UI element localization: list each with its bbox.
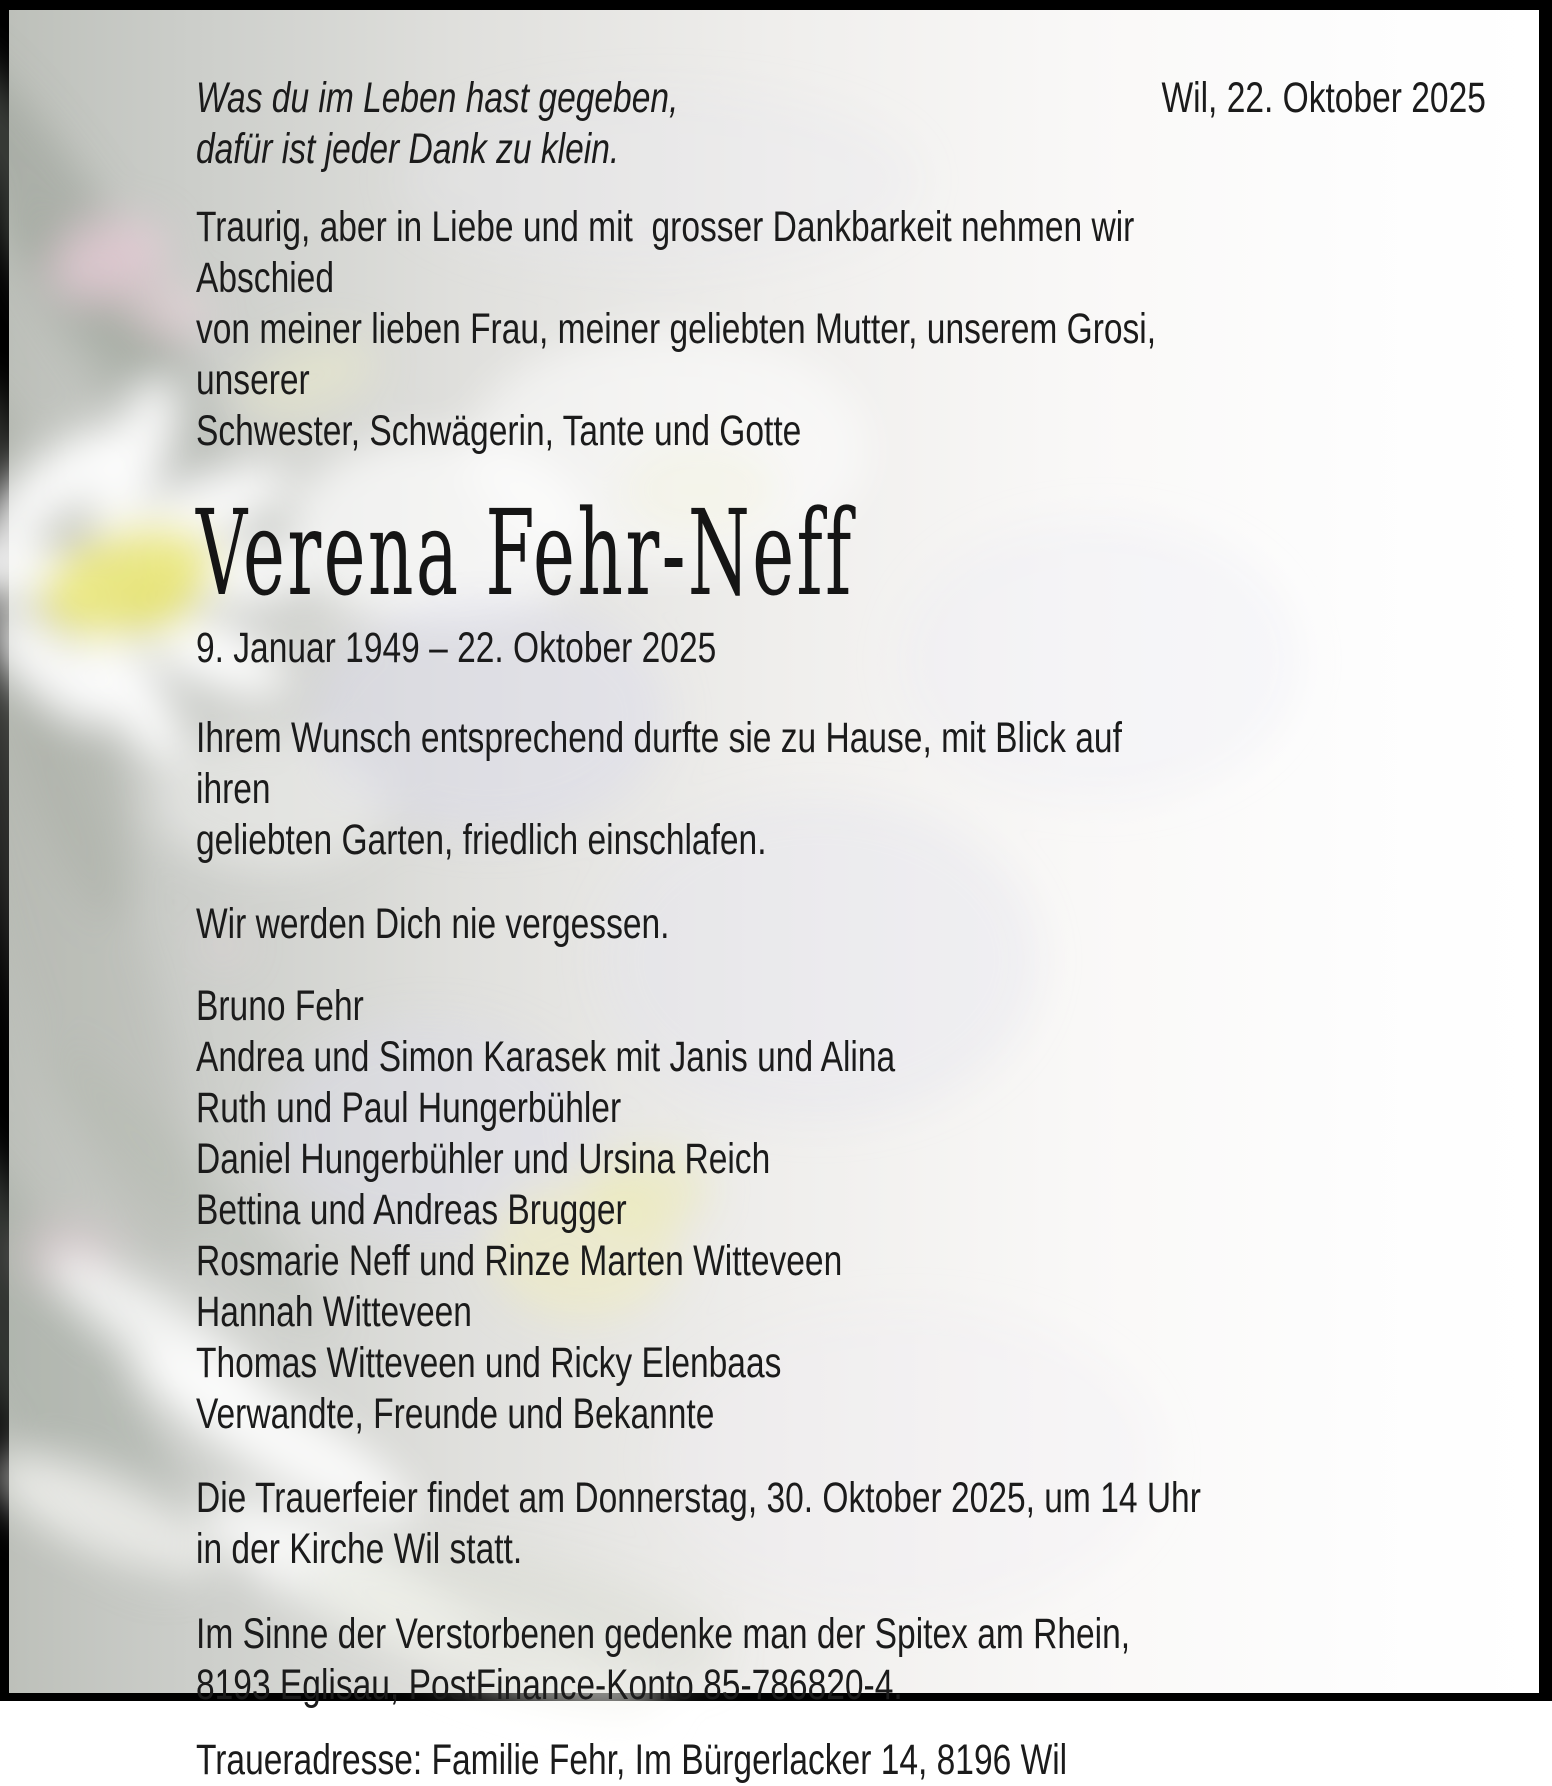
mourner-line: Hannah Witteveen (196, 1288, 472, 1336)
mourner-line: Daniel Hungerbühler und Ursina Reich (196, 1135, 771, 1183)
funeral-line-2: in der Kirche Wil statt. (196, 1525, 523, 1573)
mourning-address-wrap (196, 1735, 1486, 1786)
donation-line-1: Im Sinne der Verstorbenen gedenke man der Spitex am Rhein, (196, 1610, 1131, 1658)
donation-paragraph (196, 1609, 1486, 1711)
donation-line-2: 8193 Eglisau, PostFinance-Konto 85-786820-4. (196, 1661, 903, 1709)
passing-line-1: Ihrem Wunsch entsprechend durfte sie zu Hause, mit Blick auf ihren (196, 714, 1132, 813)
mourner-line: Verwandte, Freunde und Bekannte (196, 1390, 715, 1438)
mourner-line: Bruno Fehr (196, 982, 364, 1030)
mourner-line: Andrea und Simon Karasek mit Janis und Alina (196, 1033, 896, 1081)
life-dates (196, 623, 1486, 674)
quote-line-2: dafür ist jeder Dank zu klein. (196, 125, 620, 173)
place-date-line: Wil, 22. Oktober 2025 (1161, 74, 1486, 122)
intro-line-3: Schwester, Schwägerin, Tante und Gotte (196, 407, 802, 455)
funeral-info-paragraph (196, 1473, 1486, 1575)
mourner-line: Ruth und Paul Hungerbühler (196, 1084, 622, 1132)
intro-line-1: Traurig, aber in Liebe und mit grosser Dankbarkeit nehmen wir Abschied (196, 203, 1142, 302)
memorial-quote (196, 73, 814, 175)
intro-line-2: von meiner lieben Frau, meiner geliebten Mutter, unserem Grosi, unserer (196, 305, 1166, 404)
mourner-line: Rosmarie Neff und Rinze Marten Witteveen (196, 1237, 843, 1285)
deceased-name-heading: Verena Fehr-Neff (196, 484, 854, 622)
mourner-line: Thomas Witteveen und Ricky Elenbaas (196, 1339, 782, 1387)
remembrance-line: Wir werden Dich nie vergessen. (196, 900, 670, 948)
mourner-line: Bettina und Andreas Brugger (196, 1186, 627, 1234)
mourning-address-line: Traueradresse: Familie Fehr, Im Bürgerlacker 14, 8196 Wil (196, 1736, 1068, 1784)
notice-header (196, 73, 1486, 175)
funeral-line-1: Die Trauerfeier findet am Donnerstag, 30. Oktober 2025, um 14 Uhr (196, 1474, 1201, 1522)
notice-content (196, 73, 1486, 1786)
mourners-list (196, 981, 1486, 1440)
life-dates-text: 9. Januar 1949 – 22. Oktober 2025 (196, 624, 717, 672)
remembrance-line-wrap (196, 899, 1486, 950)
intro-paragraph (196, 202, 1486, 457)
passing-paragraph (196, 713, 1486, 866)
passing-line-2: geliebten Garten, friedlich einschlafen. (196, 816, 767, 864)
quote-line-1: Was du im Leben hast gegeben, (196, 74, 679, 122)
